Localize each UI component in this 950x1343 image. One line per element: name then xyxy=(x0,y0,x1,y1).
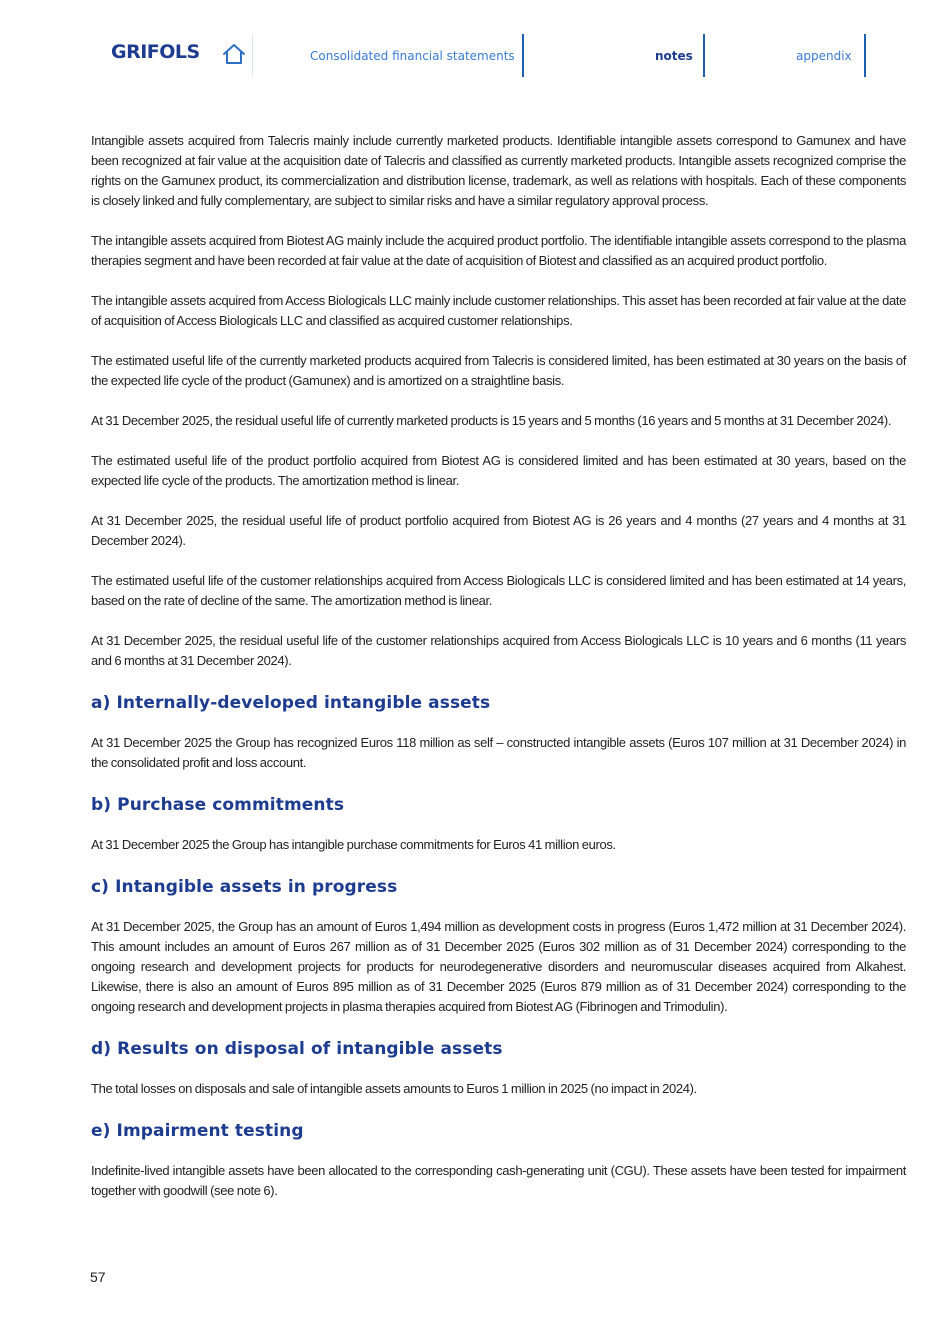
section-heading-purchase-commitments: b) Purchase commitments xyxy=(91,795,345,815)
nav-consolidated-financial-statements[interactable]: Consolidated financial statements xyxy=(310,49,515,63)
paragraph-talecris-residual-life: At 31 December 2025, the residual useful life of currently marketed products is 15 years and 5 months (16 years and 5 months at 31 December 2024). xyxy=(91,413,892,428)
paragraph-access-residual-life: At 31 December 2025, the residual useful life of the customer relationships acquired from Access Biologicals LLC is 10 years and 6 months (11 years and 6 months at 31 December 2024). xyxy=(91,633,906,668)
section-paragraph-intangible-in-progress: At 31 December 2025, the Group has an amount of Euros 1,494 million as development costs in progress (Euros 1,472 million at 31 December 2024). This amount includes an amount of Euros 267 million as of 31 December 2025 (Euros 302 million as of 31 December 2024) corresponding to the ongoing research and development projects for products for neurodegenerative disorders and neuromuscular diseases acquired from Alkahest. Likewise, there is also an amount of Euros 895 million as of 31 December 2025 (Euros 879 million as of 31 December 2024) corresponding to the ongoing research and development projects in plasma therapies acquired from Biotest AG (Fibrinogen and Trimodulin). xyxy=(91,919,906,1014)
grifols-logo[interactable]: GRIFOLS xyxy=(111,41,200,63)
section-heading-disposal-results: d) Results on disposal of intangible assets xyxy=(91,1039,503,1059)
section-heading-internally-developed: a) Internally-developed intangible assets xyxy=(91,693,491,713)
section-heading-intangible-in-progress: c) Intangible assets in progress xyxy=(91,877,398,897)
section-paragraph-internally-developed: At 31 December 2025 the Group has recognized Euros 118 million as self – constructed intangible assets (Euros 107 million at 31 December 2024) in the consolidated profit and loss account. xyxy=(91,735,906,770)
home-icon[interactable] xyxy=(221,42,247,66)
nav-divider xyxy=(252,34,253,76)
nav-appendix[interactable]: appendix xyxy=(796,49,852,63)
page-header xyxy=(0,0,950,100)
nav-divider xyxy=(522,34,524,77)
page-number: 57 xyxy=(90,1269,106,1285)
paragraph-access-biologicals-intangibles: The intangible assets acquired from Access Biologicals LLC mainly include customer relationships. This asset has been recorded at fair value at the date of acquisition of Access Biologicals LLC and classified as acquired customer relationships. xyxy=(91,293,906,328)
paragraph-access-useful-life: The estimated useful life of the customer relationships acquired from Access Biologicals LLC is considered limited and has been estimated at 14 years, based on the rate of decline of the same. The amortization method is linear. xyxy=(91,573,906,608)
nav-divider xyxy=(864,34,866,77)
paragraph-biotest-intangibles: The intangible assets acquired from Biotest AG mainly include the acquired product portfolio. The identifiable intangible assets correspond to the plasma therapies segment and have been recorded at fair value at the date of acquisition of Biotest and classified as an acquired product portfolio. xyxy=(91,233,906,268)
paragraph-talecris-intangibles: Intangible assets acquired from Talecris mainly include currently marketed products. Identifiable intangible assets correspond to Gamunex and have been recognized at fair value at the acquisition date of Talecris and classified as currently marketed products. Intangible assets recognized comprise the rights on the Gamunex product, its commercialization and distribution license, trademark, as well as relations with hospitals. Each of these components is closely linked and fully complementary, are subject to similar risks and have a similar regulatory approval process. xyxy=(91,133,906,208)
section-paragraph-disposal-results: The total losses on disposals and sale of intangible assets amounts to Euros 1 million in 2025 (no impact in 2024). xyxy=(91,1081,697,1096)
paragraph-biotest-useful-life: The estimated useful life of the product portfolio acquired from Biotest AG is considered limited and has been estimated at 30 years, based on the expected life cycle of the products. The amortization method is linear. xyxy=(91,453,906,488)
nav-divider xyxy=(703,34,705,77)
paragraph-biotest-residual-life: At 31 December 2025, the residual useful life of product portfolio acquired from Biotest AG is 26 years and 4 months (27 years and 4 months at 31 December 2024). xyxy=(91,513,906,548)
section-paragraph-purchase-commitments: At 31 December 2025 the Group has intangible purchase commitments for Euros 41 million euros. xyxy=(91,837,616,852)
section-paragraph-impairment-testing: Indefinite-lived intangible assets have been allocated to the corresponding cash-generating unit (CGU). These assets have been tested for impairment together with goodwill (see note 6). xyxy=(91,1163,906,1198)
paragraph-talecris-useful-life: The estimated useful life of the currently marketed products acquired from Talecris is considered limited, has been estimated at 30 years on the basis of the expected life cycle of the product (Gamunex) and is amortized on a straightline basis. xyxy=(91,353,906,388)
page-content xyxy=(91,131,906,1221)
section-heading-impairment-testing: e) Impairment testing xyxy=(91,1121,304,1141)
nav-notes[interactable]: notes xyxy=(655,49,693,63)
